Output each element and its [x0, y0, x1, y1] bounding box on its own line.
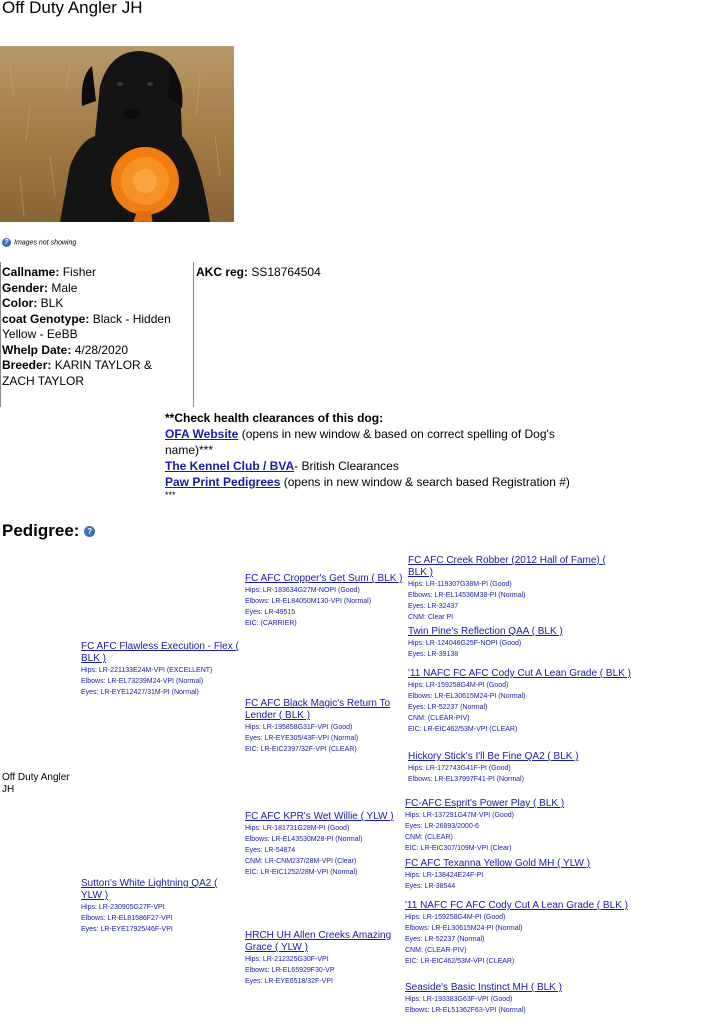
info-left-border	[0, 262, 1, 407]
ancestor-clearance: EIC: LR-EIC462/53M-VPI (CLEAR)	[408, 726, 518, 733]
breeder-value: KARIN TAYLOR & ZACH TAYLOR	[2, 358, 153, 388]
dog-photo-image	[0, 46, 234, 222]
whelp-label: Whelp Date:	[2, 342, 72, 357]
ancestor-clearance: Elbows: LR-EL43530M28-PI (Normal)	[245, 836, 363, 843]
ancestor-clearance: Eyes: LR-26893/2000-6	[405, 823, 479, 830]
color-value: BLK	[40, 296, 64, 310]
ancestor-name[interactable]: '11 NAFC FC AFC Cody Cut A Lean Grade ( BLK )	[405, 900, 628, 911]
ancestor-ddd	[405, 982, 635, 1016]
ancestor-name[interactable]: FC-AFC Esprit's Power Play ( BLK )	[405, 798, 565, 809]
ancestor-name[interactable]: '11 NAFC FC AFC Cody Cut A Lean Grade ( BLK )	[408, 668, 631, 679]
ancestor-clearance: Hips: LR-172743G41F-PI (Good)	[408, 765, 511, 772]
genotype-label: coat Genotype:	[2, 311, 90, 326]
ancestor-clearance: EIC: (CARRIER)	[245, 620, 297, 627]
ancestor-clearance: Elbows: LR-EL51362F63-VPI (Normal)	[405, 1007, 526, 1014]
ancestor-clearance: Elbows: LR-EL65929F30-VP	[245, 967, 335, 974]
ancestor-clearance: EIC: LR-EIC462/53M-VPI (CLEAR)	[405, 958, 515, 965]
ancestor-clearance: CNM: LR-CNM237/28M-VPI (Clear)	[245, 858, 357, 865]
breeder-row	[2, 358, 188, 389]
ancestor-clearance: Hips: LR-119307G38M-PI (Good)	[408, 581, 512, 588]
ancestor-clearance: Eyes: LR-38544	[405, 883, 456, 890]
ancestor-sire-sire	[245, 573, 405, 629]
ancestor-clearance: CNM: Clear PI	[408, 614, 454, 621]
images-notice-text: Images not showing	[14, 239, 77, 247]
color-label: Color:	[2, 296, 38, 310]
pedigree-title-text: Pedigree:	[2, 521, 80, 540]
ancestor-clearance: Hips: LR-212325G30F-VPI	[245, 956, 329, 963]
info-divider	[193, 262, 194, 407]
ancestor-clearance: Eyes: LR-EYE6518/32F-VPI	[245, 978, 333, 985]
ancestor-clearance: Elbows: LR-EL37997F41-PI (Normal)	[408, 776, 524, 783]
ancestor-name[interactable]: FC AFC Black Magic's Return To Lender ( BLK )	[245, 698, 391, 721]
ancestor-clearance: CNM: (CLEAR-PIV)	[408, 715, 470, 722]
ancestor-dam	[81, 878, 231, 935]
ancestor-clearance: Hips: LR-124046G25F-NOPI (Good)	[408, 640, 522, 647]
ancestor-clearance: Hips: LR-193383G63F-VPI (Good)	[405, 996, 513, 1003]
akc-reg	[196, 265, 321, 279]
ancestor-sire	[81, 641, 241, 698]
ancestor-clearance: EIC: LR-EIC307/109M-VPI (Clear)	[405, 845, 512, 852]
ofa-row	[165, 426, 605, 458]
gender-label: Gender:	[2, 280, 49, 295]
ancestor-clearance: EIC: LR-EIC1252/28M-VPI (Normal)	[245, 869, 358, 876]
ancestor-dsd	[405, 858, 635, 892]
ancestor-ssd	[408, 626, 628, 660]
ancestor-dam-dam	[245, 930, 400, 987]
ancestor-clearance: Eyes: LR-EYE17925/46F-VPI	[81, 926, 173, 933]
callname-label: Callname:	[2, 265, 60, 279]
ancestor-clearance: Eyes: LR-52237 (Normal)	[408, 704, 488, 711]
breeder-label: Breeder:	[2, 358, 52, 372]
pedigree-title	[2, 521, 98, 541]
ancestor-dds	[405, 900, 635, 967]
ancestor-name[interactable]: Hickory Stick's I'll Be Fine QA2 ( BLK )	[408, 751, 579, 762]
ancestor-clearance: Hips: LR-230905G27F-VPI	[81, 904, 165, 911]
ancestor-name[interactable]: FC AFC Cropper's Get Sum ( BLK )	[245, 573, 403, 584]
ancestor-sdd	[408, 751, 638, 785]
ancestor-sds	[408, 668, 638, 735]
pedigree-subject: Off Duty Angler JH	[2, 772, 70, 795]
ancestor-name[interactable]: Seaside's Basic Instinct MH ( BLK )	[405, 982, 562, 993]
ancestor-dss	[405, 798, 635, 854]
callname-row	[2, 265, 188, 281]
ppp-row	[165, 474, 605, 490]
gender-value: Male	[51, 280, 78, 295]
kc-note: - British Clearances	[294, 459, 399, 473]
ancestor-name[interactable]: Twin Pine's Reflection QAA ( BLK )	[408, 626, 563, 637]
ancestor-clearance: Hips: LR-159258G4M-PI (Good)	[405, 914, 506, 921]
whelp-value: 4/28/2020	[74, 342, 129, 357]
ancestor-clearance: Hips: LR-221133E24M-VPI (EXCELLENT)	[81, 667, 213, 674]
ancestor-sire-dam	[245, 698, 400, 755]
ancestor-clearance: Eyes: LR-EYE12427/31M-PI (Normal)	[81, 689, 199, 696]
akc-label: AKC reg:	[196, 265, 249, 279]
paw-print-link[interactable]: Paw Print Pedigrees	[165, 475, 281, 489]
health-tail: ***	[165, 490, 176, 500]
ancestor-clearance: Hips: LR-181731G28M-PI (Good)	[245, 825, 350, 832]
genotype-value: Black - Hidden Yellow - EeBB	[2, 311, 171, 341]
ofa-link[interactable]: OFA Website	[165, 427, 239, 441]
ancestor-dam-sire	[245, 811, 405, 878]
help-icon[interactable]: ?	[2, 238, 11, 247]
health-heading: **Check health clearances of this dog:	[165, 411, 384, 425]
ancestor-clearance: Elbows: LR-EL30615M24-PI (Normal)	[405, 925, 523, 932]
kc-row	[165, 458, 605, 474]
ancestor-clearance: Eyes: LR-32437	[408, 603, 459, 610]
ancestor-clearance: EIC: LR-EIC2397/32F-VPI (CLEAR)	[245, 746, 357, 753]
ancestor-clearance: Eyes: LR-EYE305/43F-VPI (Normal)	[245, 735, 359, 742]
pedigree-help-icon[interactable]: ?	[84, 526, 95, 537]
ancestor-name[interactable]: FC AFC Creek Robber (2012 Hall of Fame) ( BLK )	[408, 555, 606, 578]
callname-value: Fisher	[62, 265, 97, 279]
ancestor-name[interactable]: HRCH UH Allen Creeks Amazing Grace ( YLW )	[245, 930, 392, 953]
ppp-note: (opens in new window & search based Registration #)	[280, 475, 570, 489]
dog-photo	[0, 46, 234, 222]
ancestor-clearance: Eyes: LR-52237 (Normal)	[405, 936, 485, 943]
ancestor-clearance: Elbows: LR-EL30615M24-PI (Normal)	[408, 693, 526, 700]
ancestor-clearance: Hips: LR-183634G27M-NOPI (Good)	[245, 587, 360, 594]
ancestor-sss	[408, 555, 618, 623]
ancestor-clearance: Elbows: LR-EL81586F27-VPI	[81, 915, 173, 922]
dog-info	[2, 265, 188, 389]
health-clearances	[165, 410, 605, 500]
ancestor-clearance: CNM: (CLEAR-PIV)	[405, 947, 467, 954]
ancestor-clearance: Elbows: LR-EL84050M130-VPI (Normal)	[245, 598, 372, 605]
ancestor-clearance: Hips: LR-159258G4M-PI (Good)	[408, 682, 509, 689]
ancestor-clearance: CNM: (CLEAR)	[405, 834, 453, 841]
ancestor-clearance: Elbows: LR-EL14536M38-PI (Normal)	[408, 592, 526, 599]
ancestor-name[interactable]: Sutton's White Lightning QA2 ( YLW )	[81, 878, 218, 901]
ofa-note: (opens in new window & based on correct spelling of Dog's name)***	[165, 427, 555, 457]
ancestor-clearance: Eyes: LR-39138	[408, 651, 459, 658]
ancestor-clearance: Elbows: LR-EL73239M24-VPI (Normal)	[81, 678, 204, 685]
page-title: Off Duty Angler JH	[2, 0, 143, 17]
color-row	[2, 296, 188, 312]
images-notice	[2, 238, 76, 247]
whelp-row	[2, 343, 188, 359]
kennel-club-link[interactable]: The Kennel Club / BVA	[165, 459, 295, 473]
ancestor-name[interactable]: FC AFC Flawless Execution - Flex ( BLK )	[81, 641, 239, 664]
ancestor-clearance: Eyes: LR-49515	[245, 609, 296, 616]
ancestor-clearance: Hips: LR-195858G31F-VPI (Good)	[245, 724, 353, 731]
akc-value: SS18764504	[251, 265, 321, 279]
ancestor-name[interactable]: FC AFC Texanna Yellow Gold MH ( YLW )	[405, 858, 591, 869]
ancestor-clearance: Hips: LR-138424E24F-PI	[405, 872, 484, 879]
ancestor-name[interactable]: FC AFC KPR's Wet Willie ( YLW )	[245, 811, 394, 822]
ancestor-clearance: Eyes: LR-54874	[245, 847, 296, 854]
gender-row	[2, 281, 188, 297]
ancestor-clearance: Hips: LR-137291G47M-VPI (Good)	[405, 812, 514, 819]
genotype-row	[2, 312, 188, 343]
